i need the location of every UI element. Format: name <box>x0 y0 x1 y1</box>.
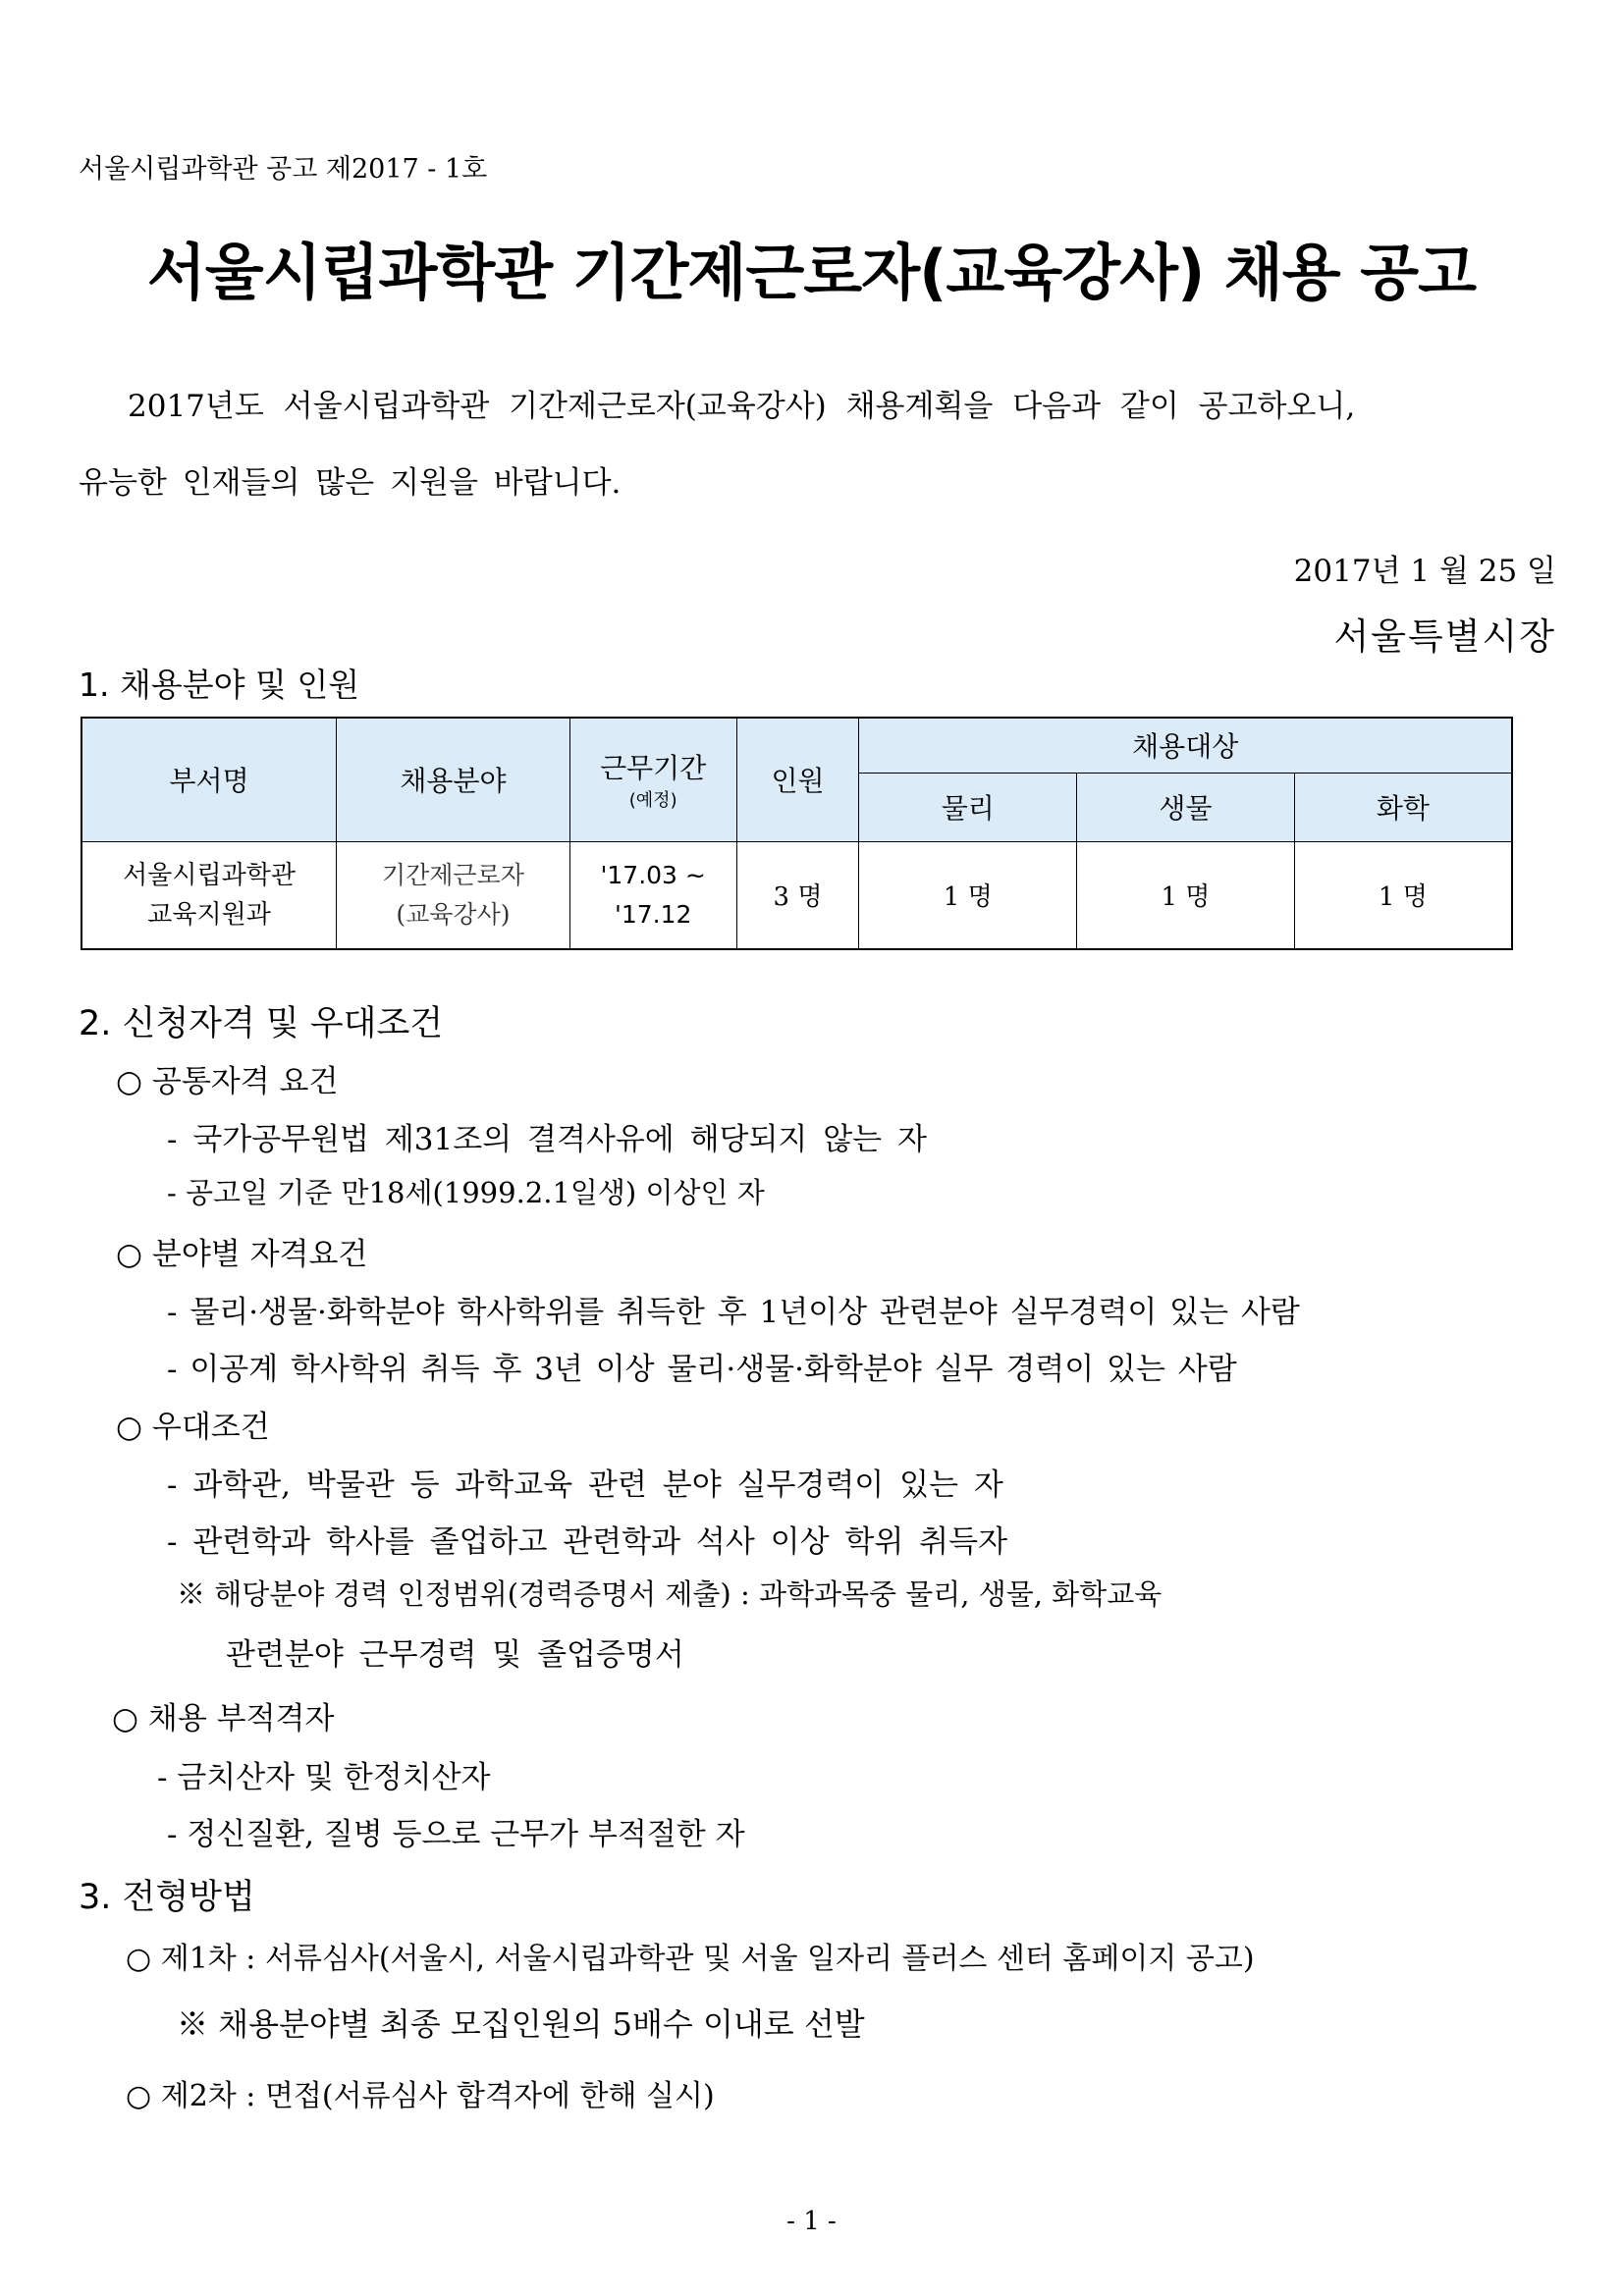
cell-chemistry: 1 명 <box>1294 841 1512 949</box>
table-row <box>81 841 1512 949</box>
screening-step-1-note: ※ 채용분야별 최종 모집인원의 5배수 이내로 선발 <box>177 2005 865 2043</box>
common-req-item-2: - 공고일 기준 만18세(1999.2.1일생) 이상인 자 <box>167 1176 765 1209</box>
cell-field <box>337 841 570 949</box>
screening-step-1: ○ 제1차 : 서류심사(서울시, 서울시립과학관 및 서울 일자리 플러스 센터 홈페이지 공고) <box>126 1942 1255 1976</box>
cell-dept <box>81 841 337 949</box>
issuer: 서울특별시장 <box>1333 615 1556 658</box>
intro-line-1: 2017년도 서울시립과학관 기간제근로자(교육강사) 채용계획을 다음과 같이 공고하오니, <box>128 389 1356 424</box>
preference-note-line-1: ※ 해당분야 경력 인정범위(경력증명서 제출) : 과학과목중 물리, 생물, 화학교육 <box>177 1577 1163 1611</box>
notice-date: 2017년 1 월 25 일 <box>1293 554 1556 589</box>
cell-field-line-2: (교육강사) <box>396 899 511 929</box>
disqualified-item-2: - 정신질환, 질병 등으로 근무가 부적절한 자 <box>167 1817 745 1852</box>
disqualified-title: ○ 채용 부적격자 <box>112 1701 335 1736</box>
page-title: 서울시립과학관 기간제근로자(교육강사) 채용 공고 <box>146 237 1477 308</box>
field-req-title: ○ 분야별 자격요건 <box>116 1237 368 1272</box>
cell-biology: 1 명 <box>1077 841 1295 949</box>
preference-title: ○ 우대조건 <box>116 1410 270 1445</box>
preference-note-line-2: 관련분야 근무경력 및 졸업증명서 <box>226 1637 684 1673</box>
cell-period <box>569 841 736 949</box>
section-1-heading: 1. 채용분야 및 인원 <box>79 666 360 704</box>
header-period-note: (예정) <box>628 790 677 812</box>
cell-field-line-1: 기간제근로자 <box>381 860 524 889</box>
notice-number: 서울시립과학관 공고 제2017 - 1호 <box>79 154 488 185</box>
cell-count: 3 명 <box>736 841 859 949</box>
section-3-heading: 3. 전형방법 <box>79 1878 255 1917</box>
header-physics: 물리 <box>859 773 1077 841</box>
common-req-title: ○ 공통자격 요건 <box>116 1064 339 1099</box>
header-field: 채용분야 <box>337 718 570 841</box>
header-count: 인원 <box>736 718 859 841</box>
cell-period-line-2: '17.12 <box>614 899 692 929</box>
header-biology: 생물 <box>1077 773 1295 841</box>
cell-physics: 1 명 <box>859 841 1077 949</box>
cell-dept-line-2: 교육지원과 <box>147 899 271 930</box>
intro-line-2: 유능한 인재들의 많은 지원을 바랍니다. <box>79 465 622 501</box>
cell-dept-line-1: 서울시립과학관 <box>123 860 296 890</box>
header-dept: 부서명 <box>81 718 337 841</box>
header-period <box>569 718 736 841</box>
disqualified-item-1: - 금치산자 및 한정치산자 <box>157 1760 491 1795</box>
common-req-item-1: - 국가공무원법 제31조의 결격사유에 해당되지 않는 자 <box>167 1122 927 1157</box>
header-chemistry: 화학 <box>1294 773 1512 841</box>
field-req-item-1: - 물리·생물·화학분야 학사학위를 취득한 후 1년이상 관련분야 실무경력이 있는 사람 <box>167 1295 1300 1330</box>
page-number: - 1 - <box>786 2207 837 2236</box>
header-target: 채용대상 <box>859 718 1512 773</box>
section-2-heading: 2. 신청자격 및 우대조건 <box>79 1004 444 1043</box>
preference-item-2: - 관련학과 학사를 졸업하고 관련학과 석사 이상 학위 취득자 <box>167 1524 1008 1560</box>
header-period-label: 근무기간 <box>600 752 707 785</box>
screening-step-2: ○ 제2차 : 면접(서류심사 합격자에 한해 실시) <box>126 2079 715 2113</box>
cell-period-line-1: '17.03 ~ <box>600 860 706 889</box>
field-req-item-2: - 이공계 학사학위 취득 후 3년 이상 물리·생물·화학분야 실무 경력이 있는 사람 <box>167 1352 1237 1387</box>
preference-item-1: - 과학관, 박물관 등 과학교육 관련 분야 실무경력이 있는 자 <box>167 1468 1003 1503</box>
recruitment-table <box>81 717 1513 950</box>
